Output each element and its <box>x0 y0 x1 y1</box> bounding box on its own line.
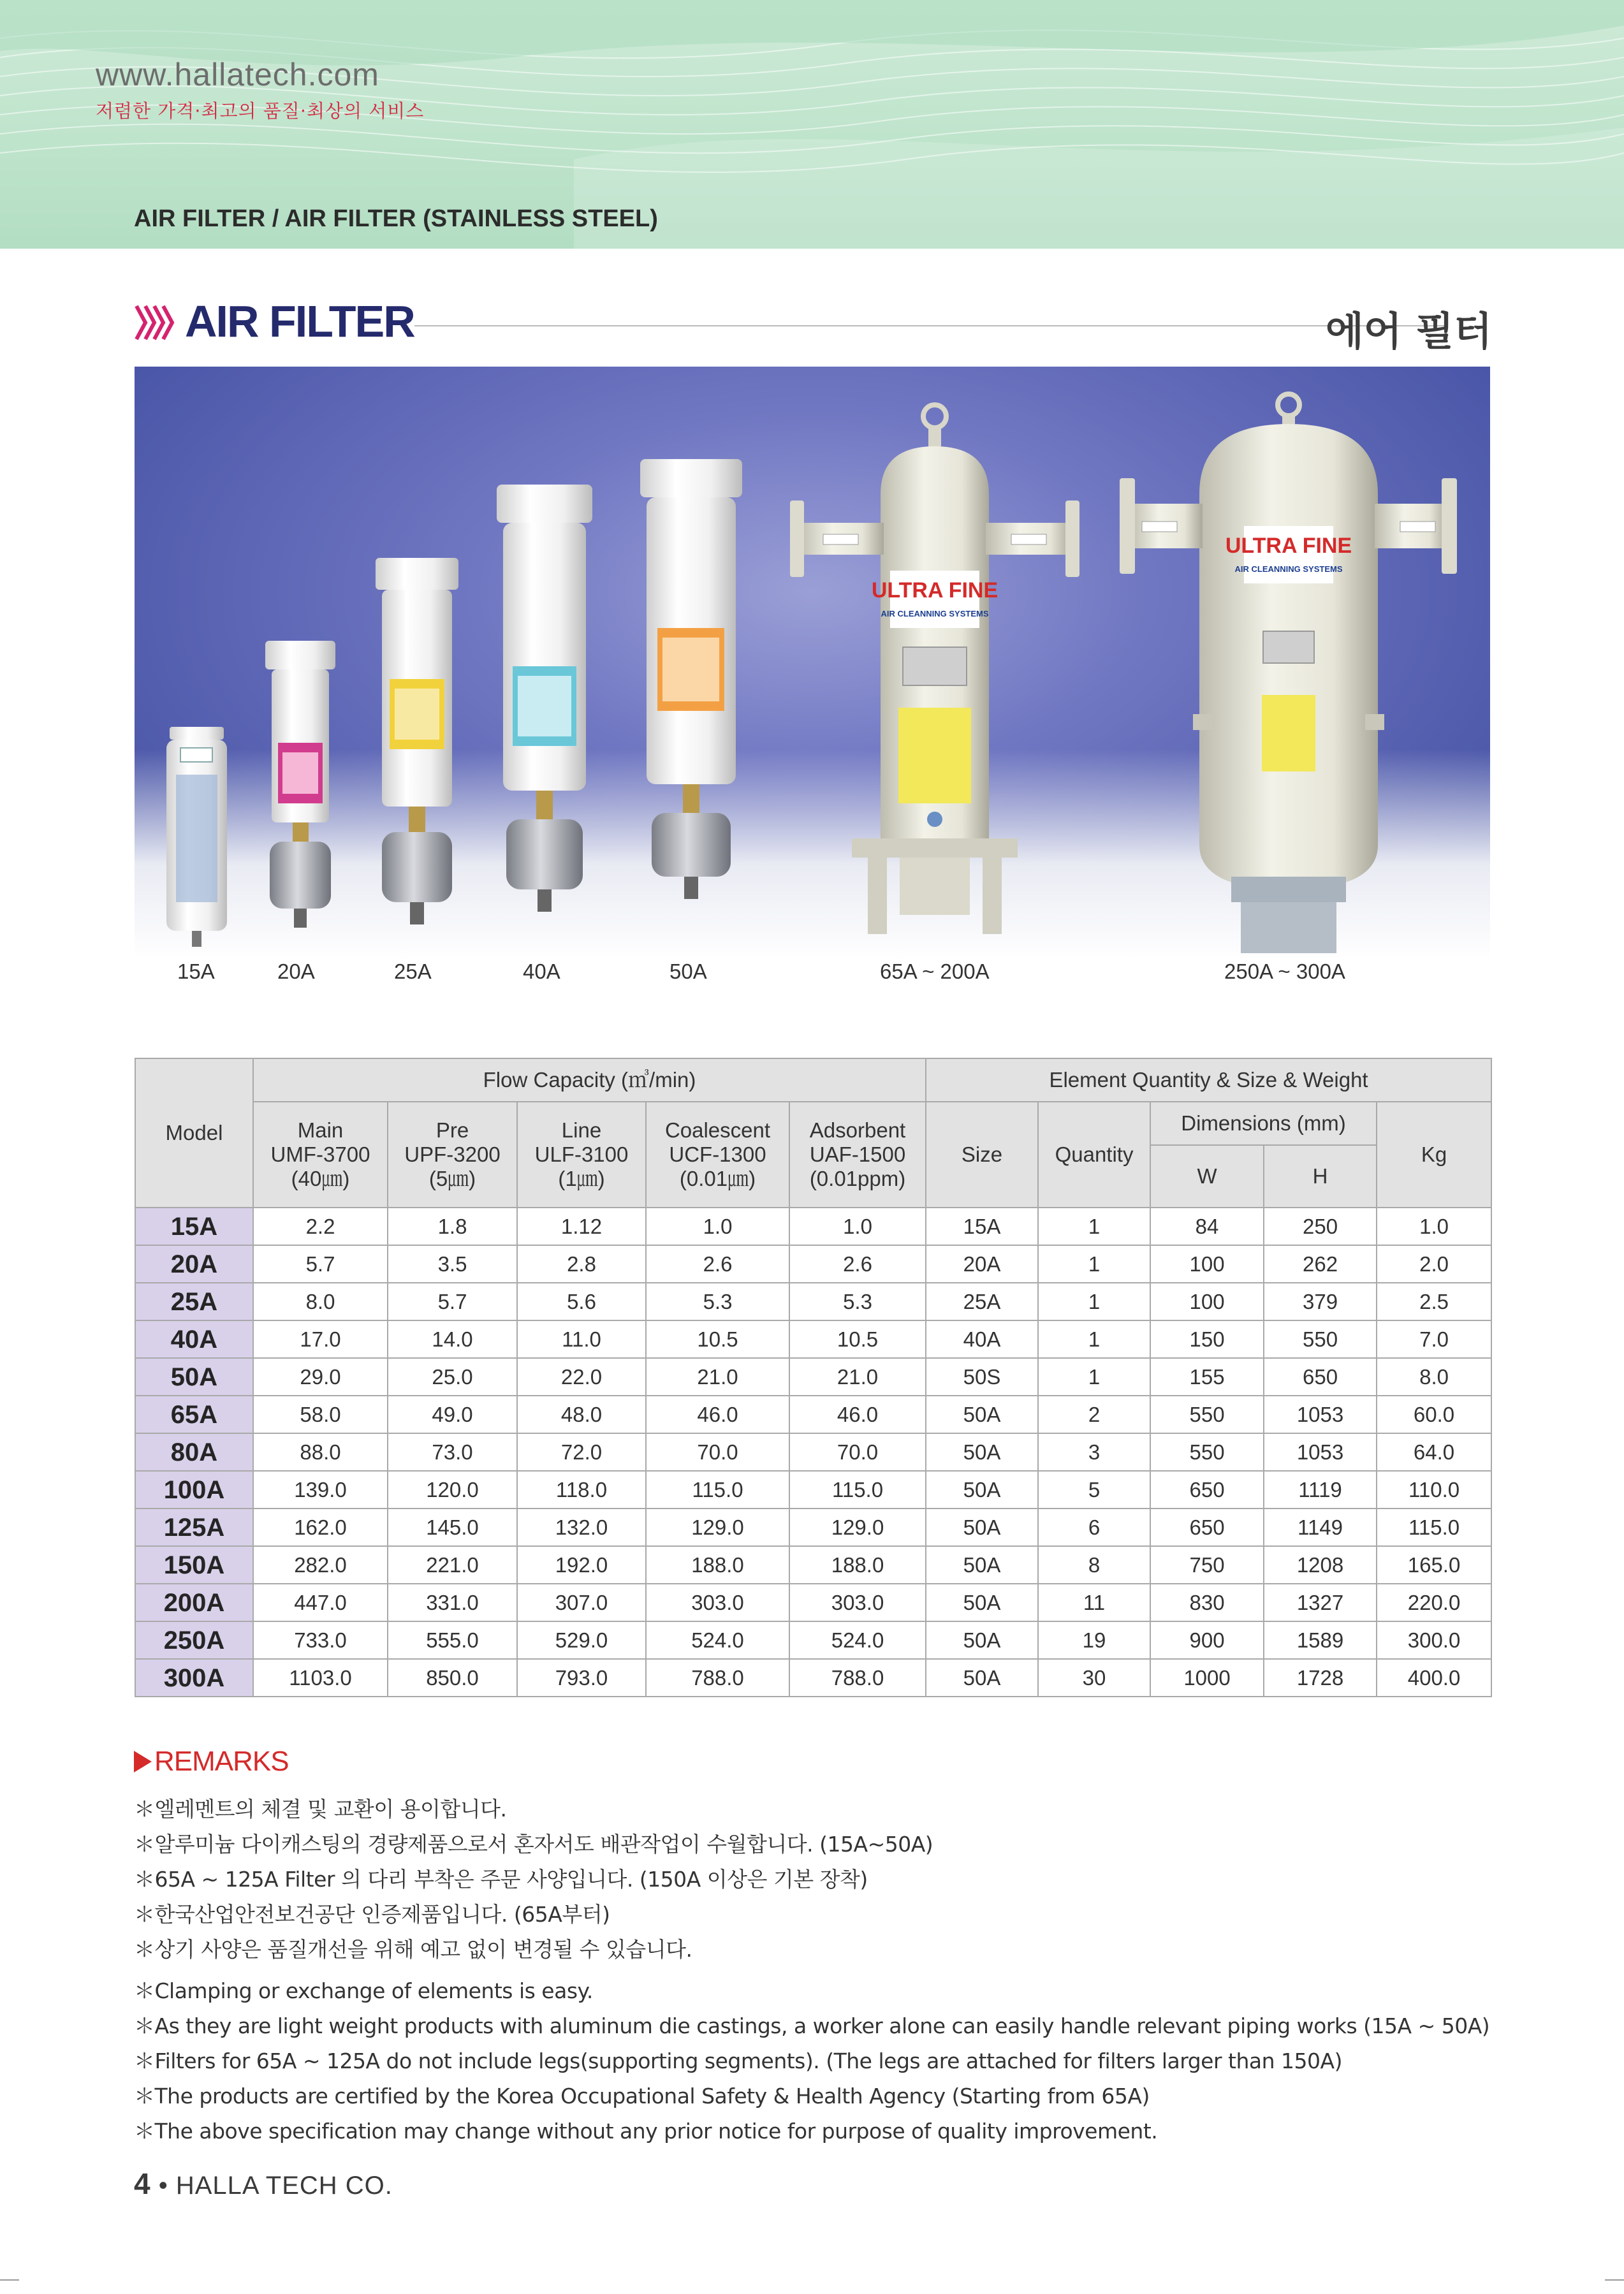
remark-ko-3: ＊65A ~ 125A Filter 의 다리 부착은 주문 사양입니다. (150A 이상은 기본 장착) <box>134 1867 868 1892</box>
cell-h: 1208 <box>1264 1546 1377 1584</box>
header-w: W <box>1150 1145 1264 1208</box>
cell-model: 125A <box>135 1509 253 1546</box>
cell-size: 50A <box>926 1509 1038 1546</box>
cell-w: 150 <box>1150 1320 1264 1358</box>
cell-w: 650 <box>1150 1471 1264 1509</box>
cell-model: 100A <box>135 1471 253 1509</box>
cell-h: 1053 <box>1264 1433 1377 1471</box>
cell-h: 1053 <box>1264 1396 1377 1433</box>
cell-w: 900 <box>1150 1621 1264 1659</box>
header-kg: Kg <box>1377 1102 1491 1208</box>
chevrons-icon <box>134 303 180 342</box>
cell-kg: 300.0 <box>1377 1621 1491 1659</box>
caption-40a: 40A <box>523 960 560 983</box>
cell-model: 80A <box>135 1433 253 1471</box>
cell-pre: 1.8 <box>388 1208 517 1245</box>
cell-main: 162.0 <box>253 1509 388 1546</box>
cell-size: 15A <box>926 1208 1038 1245</box>
remarks-title: REMARKS <box>134 1746 289 1778</box>
cell-qty: 30 <box>1038 1659 1150 1697</box>
caption-15a: 15A <box>177 960 215 983</box>
cell-main: 8.0 <box>253 1283 388 1320</box>
cell-size: 50A <box>926 1396 1038 1433</box>
caption-20a: 20A <box>277 960 315 983</box>
cell-adsorb: 5.3 <box>789 1283 926 1320</box>
table-row <box>135 1208 1491 1245</box>
cell-qty: 1 <box>1038 1208 1150 1245</box>
spec-table-body <box>135 1208 1491 1697</box>
cell-adsorb: 115.0 <box>789 1471 926 1509</box>
slogan: 저렴한 가격·최고의 품질·최상의 서비스 <box>96 100 425 122</box>
breadcrumb: AIR FILTER / AIR FILTER (STAINLESS STEEL) <box>134 205 658 232</box>
cell-adsorb: 788.0 <box>789 1659 926 1697</box>
cell-model: 200A <box>135 1584 253 1621</box>
cell-coal: 10.5 <box>646 1320 789 1358</box>
cell-qty: 1 <box>1038 1358 1150 1396</box>
remark-en-5: ＊The above specification may change without any prior notice for purpose of quality improvement. <box>134 2119 1158 2144</box>
cell-w: 155 <box>1150 1358 1264 1396</box>
website-url[interactable]: www.hallatech.com <box>96 57 379 92</box>
cell-qty: 1 <box>1038 1320 1150 1358</box>
cell-kg: 2.0 <box>1377 1245 1491 1283</box>
filter-15a <box>166 727 227 947</box>
cell-main: 29.0 <box>253 1358 388 1396</box>
cell-line: 48.0 <box>517 1396 646 1433</box>
cell-line: 22.0 <box>517 1358 646 1396</box>
title-divider <box>414 325 1447 326</box>
header-dimensions: Dimensions (mm) <box>1150 1102 1377 1145</box>
cell-kg: 220.0 <box>1377 1584 1491 1621</box>
remark-en-3: ＊Filters for 65A ~ 125A do not include legs(supporting segments). (The legs are attached for filters larger than 150A) <box>134 2049 1342 2073</box>
svg-text:ULTRA FINE: ULTRA FINE <box>871 578 999 603</box>
svg-text:ULTRA FINE: ULTRA FINE <box>1225 534 1352 558</box>
cell-pre: 3.5 <box>388 1245 517 1283</box>
cell-main: 2.2 <box>253 1208 388 1245</box>
table-row <box>135 1509 1491 1546</box>
cell-line: 118.0 <box>517 1471 646 1509</box>
cell-pre: 49.0 <box>388 1396 517 1433</box>
cell-main: 17.0 <box>253 1320 388 1358</box>
svg-text:AIR CLEANNING SYSTEMS: AIR CLEANNING SYSTEMS <box>881 609 989 618</box>
cell-line: 5.6 <box>517 1283 646 1320</box>
cell-kg: 400.0 <box>1377 1659 1491 1697</box>
cell-qty: 19 <box>1038 1621 1150 1659</box>
table-row <box>135 1358 1491 1396</box>
header-element: Element Quantity & Size & Weight <box>926 1058 1491 1102</box>
cell-pre: 73.0 <box>388 1433 517 1471</box>
cell-qty: 5 <box>1038 1471 1150 1509</box>
cell-main: 282.0 <box>253 1546 388 1584</box>
cell-qty: 11 <box>1038 1584 1150 1621</box>
cell-size: 50A <box>926 1471 1038 1509</box>
cell-adsorb: 188.0 <box>789 1546 926 1584</box>
cell-kg: 1.0 <box>1377 1208 1491 1245</box>
cell-main: 447.0 <box>253 1584 388 1621</box>
remark-ko-2: ＊알루미늄 다이캐스팅의 경량제품으로서 혼자서도 배관작업이 수월합니다. (15A~50A) <box>134 1832 933 1857</box>
cell-pre: 14.0 <box>388 1320 517 1358</box>
header-line: Line ULF-3100 (1㎛) <box>517 1102 646 1208</box>
cell-line: 192.0 <box>517 1546 646 1584</box>
cell-model: 40A <box>135 1320 253 1358</box>
cell-h: 1119 <box>1264 1471 1377 1509</box>
cell-coal: 70.0 <box>646 1433 789 1471</box>
cell-kg: 165.0 <box>1377 1546 1491 1584</box>
cell-model: 65A <box>135 1396 253 1433</box>
section-title <box>134 295 1492 352</box>
table-row <box>135 1320 1491 1358</box>
cell-w: 1000 <box>1150 1659 1264 1697</box>
remark-en-4: ＊The products are certified by the Korea Occupational Safety & Health Agency (Starting from 65A) <box>134 2084 1150 2108</box>
cell-model: 25A <box>135 1283 253 1320</box>
cell-pre: 221.0 <box>388 1546 517 1584</box>
cell-model: 250A <box>135 1621 253 1659</box>
cell-kg: 115.0 <box>1377 1509 1491 1546</box>
header-pre: Pre UPF-3200 (5㎛) <box>388 1102 517 1208</box>
cell-model: 150A <box>135 1546 253 1584</box>
cell-w: 550 <box>1150 1433 1264 1471</box>
remarks-korean <box>134 1792 933 1967</box>
cell-h: 1327 <box>1264 1584 1377 1621</box>
cell-pre: 145.0 <box>388 1509 517 1546</box>
cell-coal: 1.0 <box>646 1208 789 1245</box>
cell-line: 1.12 <box>517 1208 646 1245</box>
cell-pre: 555.0 <box>388 1621 517 1659</box>
cell-qty: 3 <box>1038 1433 1150 1471</box>
cell-h: 262 <box>1264 1245 1377 1283</box>
header-model: Model <box>135 1058 253 1208</box>
cell-adsorb: 10.5 <box>789 1320 926 1358</box>
caption-50a: 50A <box>669 960 707 983</box>
cell-h: 650 <box>1264 1358 1377 1396</box>
cell-adsorb: 2.6 <box>789 1245 926 1283</box>
header-coalescent: Coalescent UCF-1300 (0.01㎛) <box>646 1102 789 1208</box>
filter-250a-300a <box>1120 394 1457 953</box>
cell-line: 793.0 <box>517 1659 646 1697</box>
cell-coal: 46.0 <box>646 1396 789 1433</box>
cell-size: 50S <box>926 1358 1038 1396</box>
crop-mark <box>1605 2279 1624 2281</box>
cell-line: 72.0 <box>517 1433 646 1471</box>
company-name: • HALLA TECH CO. <box>158 2172 393 2200</box>
table-row <box>135 1659 1491 1697</box>
cell-w: 84 <box>1150 1208 1264 1245</box>
cell-pre: 120.0 <box>388 1471 517 1509</box>
cell-coal: 2.6 <box>646 1245 789 1283</box>
cell-line: 132.0 <box>517 1509 646 1546</box>
cell-adsorb: 21.0 <box>789 1358 926 1396</box>
cell-size: 25A <box>926 1283 1038 1320</box>
cell-main: 1103.0 <box>253 1659 388 1697</box>
cell-h: 379 <box>1264 1283 1377 1320</box>
cell-main: 139.0 <box>253 1471 388 1509</box>
filter-40a <box>497 485 592 912</box>
table-row <box>135 1621 1491 1659</box>
cell-w: 100 <box>1150 1245 1264 1283</box>
cell-kg: 8.0 <box>1377 1358 1491 1396</box>
cell-kg: 64.0 <box>1377 1433 1491 1471</box>
cell-line: 529.0 <box>517 1621 646 1659</box>
section-title-ko: 에어 필터 <box>1325 308 1492 354</box>
cell-size: 50A <box>926 1659 1038 1697</box>
table-row <box>135 1471 1491 1509</box>
cell-main: 733.0 <box>253 1621 388 1659</box>
cell-kg: 7.0 <box>1377 1320 1491 1358</box>
cell-size: 50A <box>926 1621 1038 1659</box>
cell-pre: 5.7 <box>388 1283 517 1320</box>
cell-size: 50A <box>926 1584 1038 1621</box>
cell-h: 550 <box>1264 1320 1377 1358</box>
caption-65a-200a: 65A ~ 200A <box>880 960 990 983</box>
cell-h: 250 <box>1264 1208 1377 1245</box>
remark-en-2: ＊As they are light weight products with aluminum die castings, a worker alone can easily handle relevant piping works (15A ~ 50A) <box>134 2013 1490 2038</box>
triangle-icon <box>134 1751 152 1772</box>
cell-qty: 8 <box>1038 1546 1150 1584</box>
cell-h: 1149 <box>1264 1509 1377 1546</box>
cell-line: 307.0 <box>517 1584 646 1621</box>
cell-size: 40A <box>926 1320 1038 1358</box>
cell-size: 50A <box>926 1433 1038 1471</box>
remark-ko-5: ＊상기 사양은 품질개선을 위해 예고 없이 변경될 수 있습니다. <box>134 1937 692 1962</box>
cell-model: 15A <box>135 1208 253 1245</box>
filter-illustrations <box>135 367 1490 960</box>
cell-coal: 303.0 <box>646 1584 789 1621</box>
cell-size: 50A <box>926 1546 1038 1584</box>
cell-adsorb: 524.0 <box>789 1621 926 1659</box>
cell-pre: 25.0 <box>388 1358 517 1396</box>
spec-table <box>135 1058 1492 1697</box>
cell-pre: 850.0 <box>388 1659 517 1697</box>
cell-adsorb: 129.0 <box>789 1509 926 1546</box>
cell-w: 550 <box>1150 1396 1264 1433</box>
table-row <box>135 1396 1491 1433</box>
cell-adsorb: 303.0 <box>789 1584 926 1621</box>
cell-model: 50A <box>135 1358 253 1396</box>
table-row <box>135 1584 1491 1621</box>
cell-main: 5.7 <box>253 1245 388 1283</box>
filter-25a <box>376 558 458 924</box>
cell-coal: 5.3 <box>646 1283 789 1320</box>
header-main: Main UMF-3700 (40㎛) <box>253 1102 388 1208</box>
cell-size: 20A <box>926 1245 1038 1283</box>
cell-line: 11.0 <box>517 1320 646 1358</box>
cell-kg: 110.0 <box>1377 1471 1491 1509</box>
cell-coal: 188.0 <box>646 1546 789 1584</box>
remark-en-1: ＊Clamping or exchange of elements is easy. <box>134 1978 593 2003</box>
remark-ko-4: ＊한국산업안전보건공단 인증제품입니다. (65A부터) <box>134 1902 610 1927</box>
cell-coal: 129.0 <box>646 1509 789 1546</box>
cell-model: 300A <box>135 1659 253 1697</box>
filter-65a-200a <box>790 405 1079 934</box>
cell-h: 1589 <box>1264 1621 1377 1659</box>
header-band <box>0 0 1624 249</box>
header-flow-capacity: Flow Capacity (㎥/min) <box>253 1058 926 1102</box>
cell-main: 58.0 <box>253 1396 388 1433</box>
header-h: H <box>1264 1145 1377 1208</box>
table-row <box>135 1245 1491 1283</box>
product-photo <box>135 367 1490 960</box>
cell-pre: 331.0 <box>388 1584 517 1621</box>
cell-adsorb: 1.0 <box>789 1208 926 1245</box>
cell-model: 20A <box>135 1245 253 1283</box>
cell-adsorb: 70.0 <box>789 1433 926 1471</box>
cell-main: 88.0 <box>253 1433 388 1471</box>
cell-coal: 788.0 <box>646 1659 789 1697</box>
page-number: 4 <box>134 2167 151 2200</box>
table-row <box>135 1283 1491 1320</box>
caption-250a-300a: 250A ~ 300A <box>1224 960 1345 983</box>
cell-adsorb: 46.0 <box>789 1396 926 1433</box>
filter-50a <box>640 459 742 899</box>
table-row <box>135 1546 1491 1584</box>
cell-qty: 6 <box>1038 1509 1150 1546</box>
cell-h: 1728 <box>1264 1659 1377 1697</box>
header-adsorbent: Adsorbent UAF-1500 (0.01ppm) <box>789 1102 926 1208</box>
cell-line: 2.8 <box>517 1245 646 1283</box>
remarks-english <box>134 1973 1489 2149</box>
cell-qty: 1 <box>1038 1245 1150 1283</box>
cell-coal: 524.0 <box>646 1621 789 1659</box>
header-size: Size <box>926 1102 1038 1208</box>
crop-mark <box>0 2279 19 2281</box>
cell-kg: 60.0 <box>1377 1396 1491 1433</box>
cell-coal: 115.0 <box>646 1471 789 1509</box>
caption-25a: 25A <box>394 960 432 983</box>
cell-w: 650 <box>1150 1509 1264 1546</box>
cell-qty: 1 <box>1038 1283 1150 1320</box>
cell-kg: 2.5 <box>1377 1283 1491 1320</box>
svg-text:AIR CLEANNING SYSTEMS: AIR CLEANNING SYSTEMS <box>1234 564 1343 574</box>
section-title-en: AIR FILTER <box>185 296 414 346</box>
cell-w: 750 <box>1150 1546 1264 1584</box>
filter-20a <box>265 641 335 928</box>
cell-w: 100 <box>1150 1283 1264 1320</box>
cell-coal: 21.0 <box>646 1358 789 1396</box>
remark-ko-1: ＊엘레멘트의 체결 및 교환이 용이합니다. <box>134 1797 507 1822</box>
cell-w: 830 <box>1150 1584 1264 1621</box>
page-footer <box>134 2166 393 2201</box>
table-row <box>135 1433 1491 1471</box>
cell-qty: 2 <box>1038 1396 1150 1433</box>
header-quantity: Quantity <box>1038 1102 1150 1208</box>
